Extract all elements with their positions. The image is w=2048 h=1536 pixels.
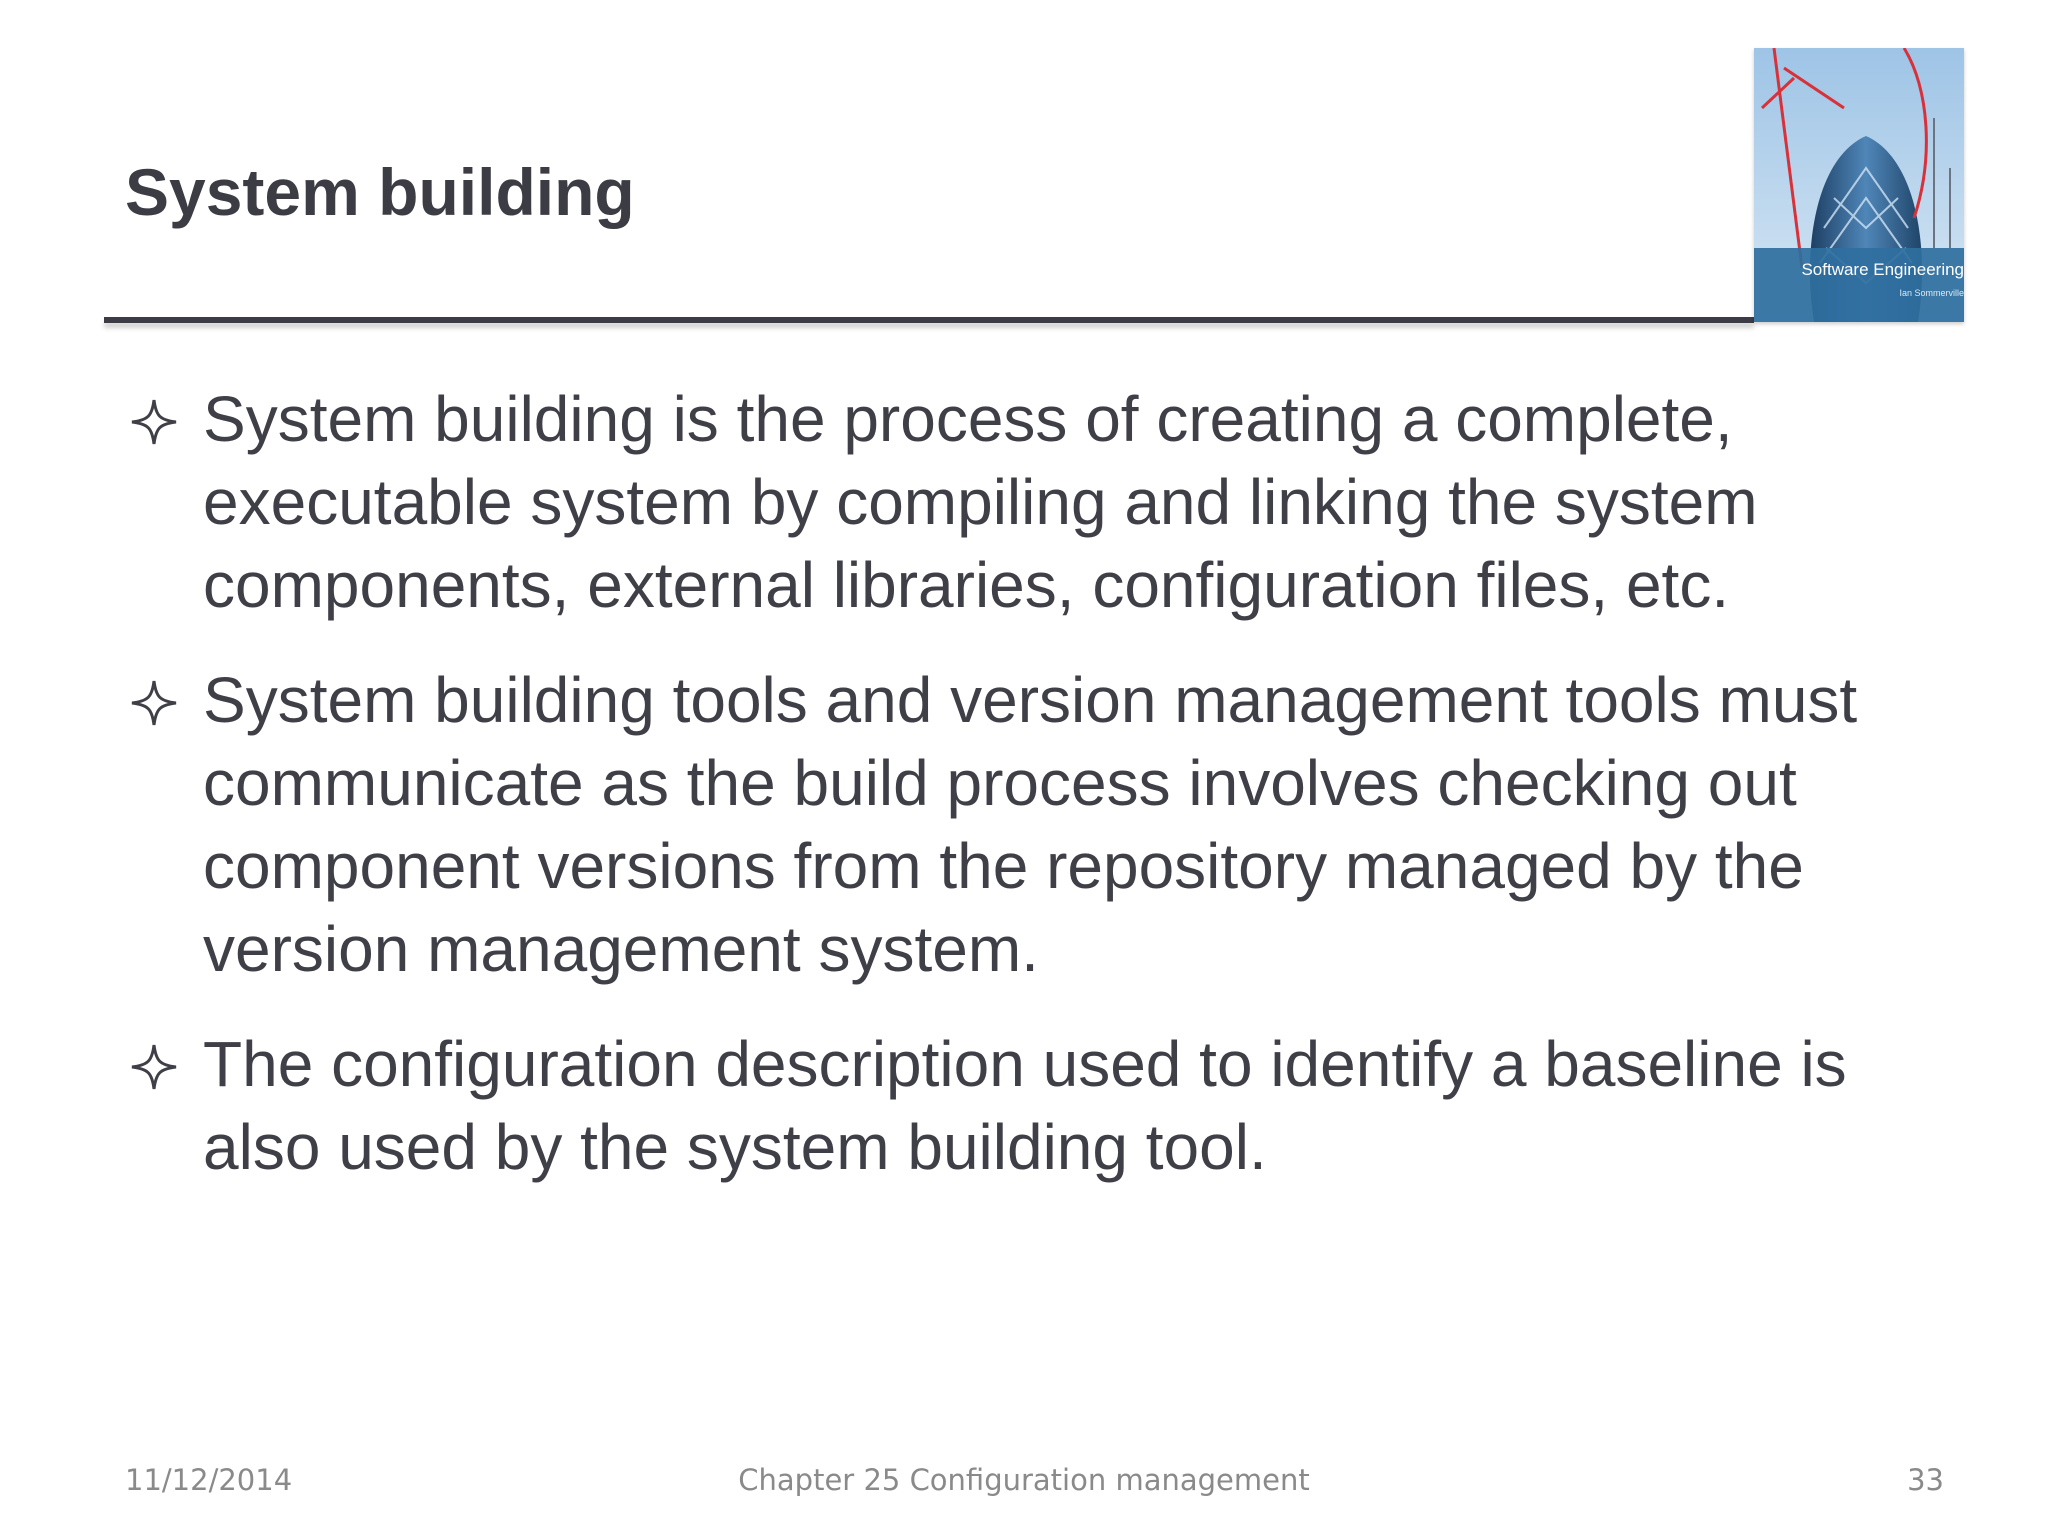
bullet-item: [128, 378, 1928, 627]
four-point-star-outline-icon: [128, 396, 180, 448]
bullet-item: [128, 1023, 1928, 1189]
slide-number: 33: [1907, 1463, 1944, 1497]
slide-title: System building: [125, 155, 635, 229]
cover-author-text: Ian Sommerville: [1899, 288, 1964, 298]
footer-chapter-title: Chapter 25 Configuration management: [738, 1463, 1310, 1497]
bullet-text: System building tools and version management tools must communicate as the build process involves checking out component versions from the repository managed by the version management system.: [203, 664, 1858, 985]
bullet-item: [128, 659, 1928, 991]
book-cover-thumbnail: [1754, 48, 1964, 322]
cover-title-text: Software Engineering: [1801, 260, 1964, 279]
four-point-star-outline-icon: [128, 677, 180, 729]
bullet-list: [128, 378, 1928, 1221]
bullet-text: System building is the process of creating a complete, executable system by compiling and linking the system components, external libraries, configuration files, etc.: [203, 383, 1758, 621]
four-point-star-outline-icon: [128, 1041, 180, 1093]
title-divider: [104, 317, 1754, 323]
footer-date: 11/12/2014: [125, 1463, 293, 1497]
bullet-text: The configuration description used to identify a baseline is also used by the system building tool.: [203, 1028, 1847, 1183]
